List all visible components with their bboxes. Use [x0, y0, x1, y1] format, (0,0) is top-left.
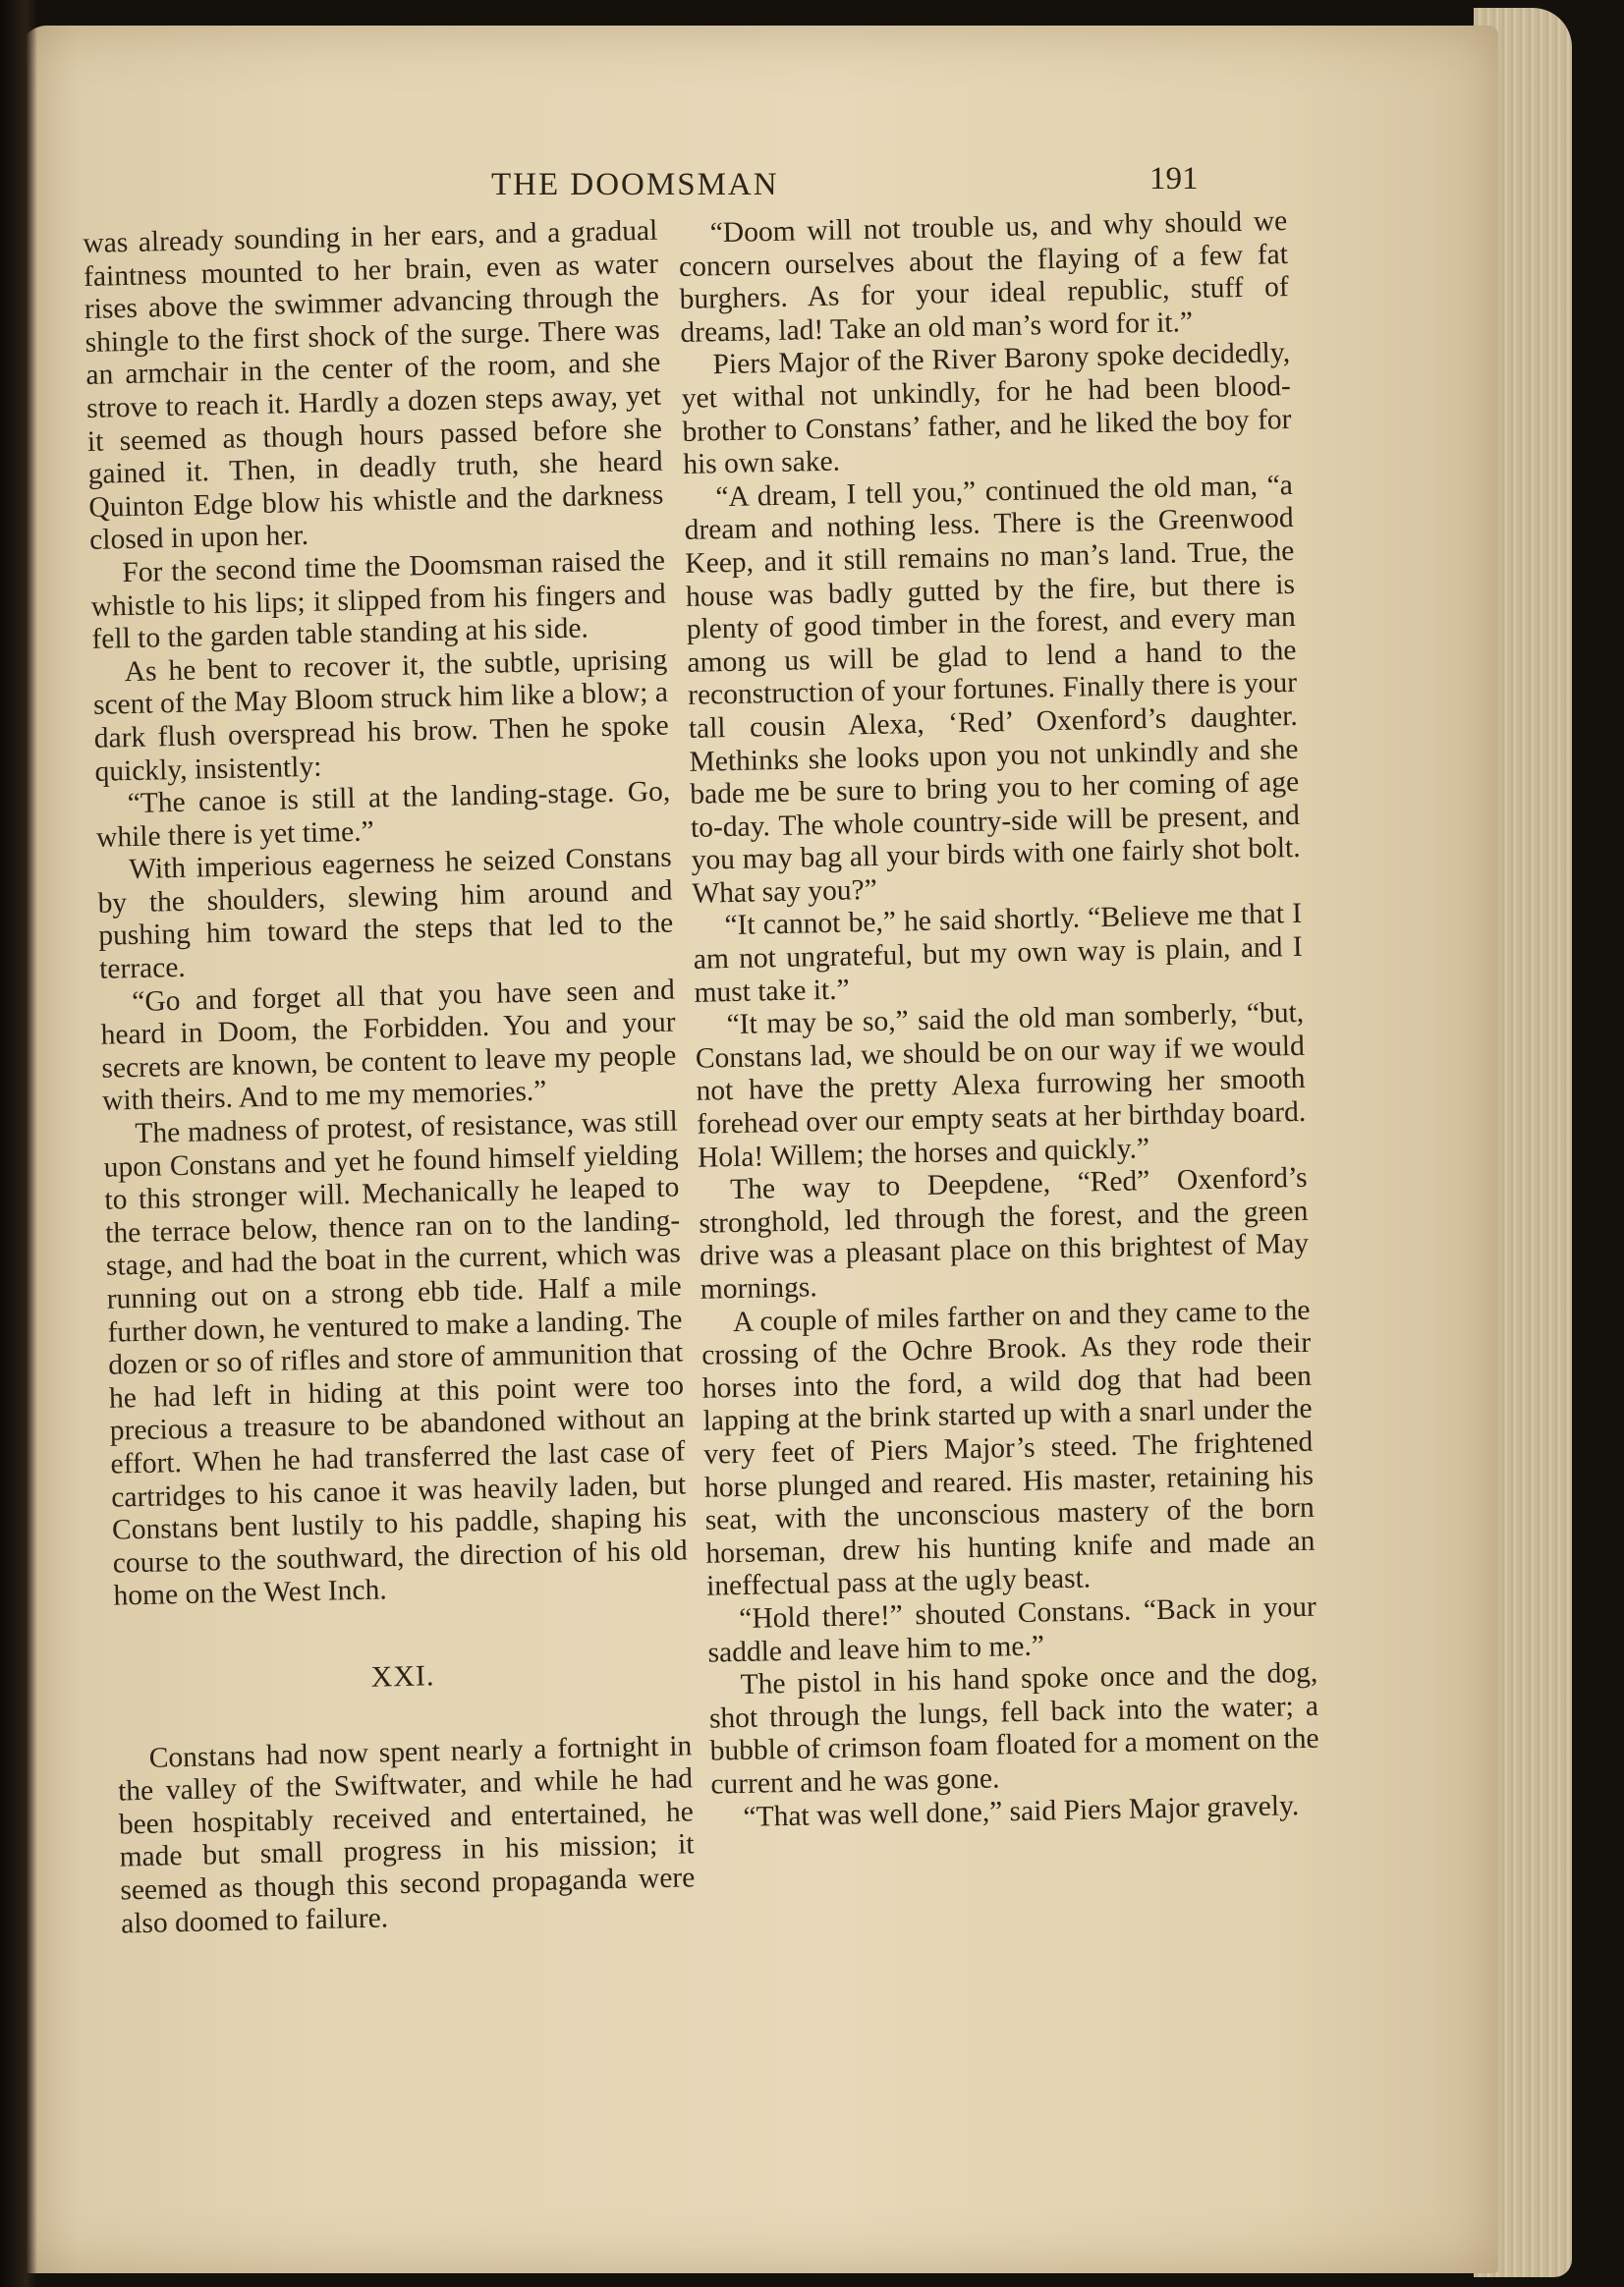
running-title: THE DOOMSMAN	[491, 167, 779, 202]
paragraph: For the second time the Doomsman raised the whistle to his lips; it slipped from his fingers and fell to the garden table standing at his side.	[90, 544, 666, 656]
paragraph: “The canoe is still at the landing-stage. Go, while there is yet time.”	[95, 775, 671, 854]
chapter-heading: XXI.	[370, 1659, 435, 1694]
right-column	[678, 205, 1320, 1835]
paragraph: “A dream, I tell you,” continued the old man, “a dream and nothing less. There is the Greenwood Keep, and it still remains no man’s land. True, the house was badly gutted by the fire, but there is plenty of good timber in the forest, and every man among us will be glad to lend a hand to the reconstruction of your fortunes. Finally there is your tall cousin Alexa, ‘Red’ Oxenford’s daughter. Methinks she looks upon you not unkindly and she bade me be sure to bring you to her coming of age to-day. The whole country-side will be present, and you may bag all your birds with one fairly shot bolt. What say you?”	[684, 469, 1301, 910]
paragraph: With imperious eagerness he seized Constans by the shoulders, slewing him around and pushing him toward the steps that led to the terrace.	[97, 841, 674, 985]
paragraph: Constans had now spent nearly a fortnight in the valley of the Swiftwater, and while he had been hospitably received and entertained, he made but small progress in his mission; it seemed as though this second propaganda were also doomed to failure.	[117, 1729, 696, 1940]
paragraph: “Hold there!” shouted Constans. “Back in your saddle and leave him to me.”	[707, 1590, 1317, 1669]
page-header	[0, 161, 1624, 216]
paragraph: “It cannot be,” he said shortly. “Believe me that I am not ungrateful, but my own way is plain, and I must take it.”	[693, 898, 1304, 1009]
paragraph: Piers Major of the River Barony spoke decidedly, yet withal not unkindly, for he had been blood-brother to Constans’ father, and he liked the boy for his own sake.	[681, 337, 1292, 481]
paragraph: “Go and forget all that you have seen and heard in Doom, the Forbidden. You and your secrets are known, be content to leave my people with theirs. And to me my memories.”	[100, 974, 677, 1118]
paragraph: As he bent to recover it, the subtle, uprising scent of the May Bloom struck him like a blow; a dark flush overspread his brow. Then he spoke quickly, insistently:	[92, 643, 670, 788]
paragraph: The way to Deepdene, “Red” Oxenford’s stronghold, led through the forest, and the green drive was a pleasant place on this brightest of May mornings.	[699, 1162, 1310, 1306]
paragraph: “That was well done,” said Piers Major gravely.	[743, 1789, 1300, 1833]
paragraph: The madness of protest, of resistance, was still upon Constans and yet he found himself yielding to this stronger will. Mechanically he leaped to the terrace below, thence ran on to the landing-stage, and had the boat in the current, which was running out on a strong ebb tide. Half a mile further down, he ventured to make a landing. The dozen or so of rifles and store of ammunition that he had left in hiding at this point were too precious a treasure to be abandoned without an effort. When he had transferred the last case of cartridges to his canoe it was heavily laden, but Constans bent lustily to his paddle, shaping his course to the southward, the direction of his old home on the West Inch.	[103, 1105, 689, 1612]
paragraph: The pistol in his hand spoke once and the dog, shot through the lungs, fell back into the water; a bubble of crimson foam floated for a moment on the current and he was gone.	[708, 1656, 1319, 1801]
paragraph: was already sounding in her ears, and a gradual faintness mounted to her brain, even as water rises above the swimmer advancing through the shingle to the first shock of the surge. There was an armchair in the center of the room, and she strove to reach it. Hardly a dozen steps away, yet it seemed as though hours passed before she gained it. Then, in deadly truth, she heard Quinton Edge blow his whistle and the darkness closed in upon her.	[83, 214, 664, 557]
page-number: 191	[1149, 161, 1199, 196]
left-column	[83, 215, 696, 1941]
paragraph: A couple of miles farther on and they came to the crossing of the Ochre Brook. As they rode their horses into the ford, a wild dog that had been lapping at the brink started up with a snarl under the very feet of Piers Major’s steed. The frightened horse plunged and reared. His master, retaining his seat, with the unconscious mastery of the born horseman, drew his hunting knife and made an ineffectual pass at the ugly beast.	[700, 1294, 1316, 1603]
paragraph: “Doom will not trouble us, and why should we concern ourselves about the flaying of a few fat burghers. As for your ideal republic, stuff of dreams, lad! Take an old man’s word for it.”	[678, 205, 1289, 349]
binding-gutter	[0, 0, 37, 2287]
paragraph: “It may be so,” said the old man somberly, “but, Constans lad, we should be on our way if we would not have the pretty Alexa furrowing her smooth forehead over our empty seats at her birthday board. Hola! Willem; the horses and quickly.”	[695, 997, 1307, 1174]
